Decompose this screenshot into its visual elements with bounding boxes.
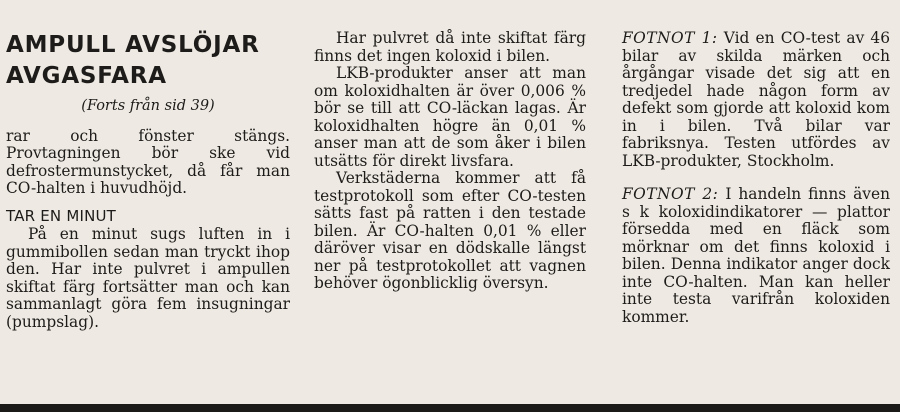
intro-paragraph: rar och fönster stängs. Provtagningen bör ske vid defrostermunstycket, då får man CO-halten i huvudhöjd.: [6, 126, 290, 197]
body-paragraph-4: Verkstäderna kommer att få testprotokoll som efter CO-testen sätts fast på ratten i den testade bilen. Är CO-halten 0,01 % eller däröver visar en dödskalle längst ner på testprotokollet att vagnen behöver ögonblicklig översyn.: [314, 169, 586, 292]
footnote-1: [622, 30, 890, 170]
footnote-2-text: I handeln finns även s k koloxidindikatorer — plattor försedda med en fläck som mörknar om det finns koloxid i bilen. Denna indikator anger dock inte CO-halten. Man kan heller inte testa varifrån koloxiden kommer.: [622, 185, 890, 326]
column-3: [622, 30, 890, 342]
headline-line-2: AVGASFARA: [6, 63, 167, 89]
footnote-2: [622, 186, 890, 326]
body-paragraph-3: LKB-produkter anser att man om koloxidhalten är över 0,006 % bör se till att CO-läckan lagas. Är koloxidhalten högre än 0,01 % anser man att de som åker i bilen utsätts för direkt livsfara.: [314, 64, 586, 170]
body-paragraph-1: På en minut sugs luften in i gummibollen sedan man tryckt ihop den. Har inte pulvret i ampullen skiftat färg fortsätter man och kan sammanlagt göra fem insugningar (pumpslag).: [6, 225, 290, 331]
footnote-1-label: FOTNOT 1:: [622, 29, 718, 47]
footnote-2-label: FOTNOT 2:: [622, 185, 719, 203]
body-paragraph-2: Har pulvret då inte skiftat färg finns det ingen koloxid i bilen.: [314, 29, 586, 65]
bottom-rule: [0, 404, 900, 412]
subheading: TAR EN MINUT: [6, 206, 117, 225]
continuation-note: (Forts från sid 39): [81, 98, 215, 114]
headline: [6, 30, 290, 92]
column-2: [314, 30, 586, 293]
headline-line-1: AMPULL AVSLÖJAR: [6, 32, 260, 58]
column-1: [6, 30, 290, 331]
footnote-1-text: Vid en CO-test av 46 bilar av skilda märken och årgångar visade det sig att en tredjedel hade någon form av defekt som gjorde att koloxid kom in i bilen. Två bilar var fabriksnya. Testen utfördes av LKB-produkter, Stockholm.: [622, 29, 891, 170]
